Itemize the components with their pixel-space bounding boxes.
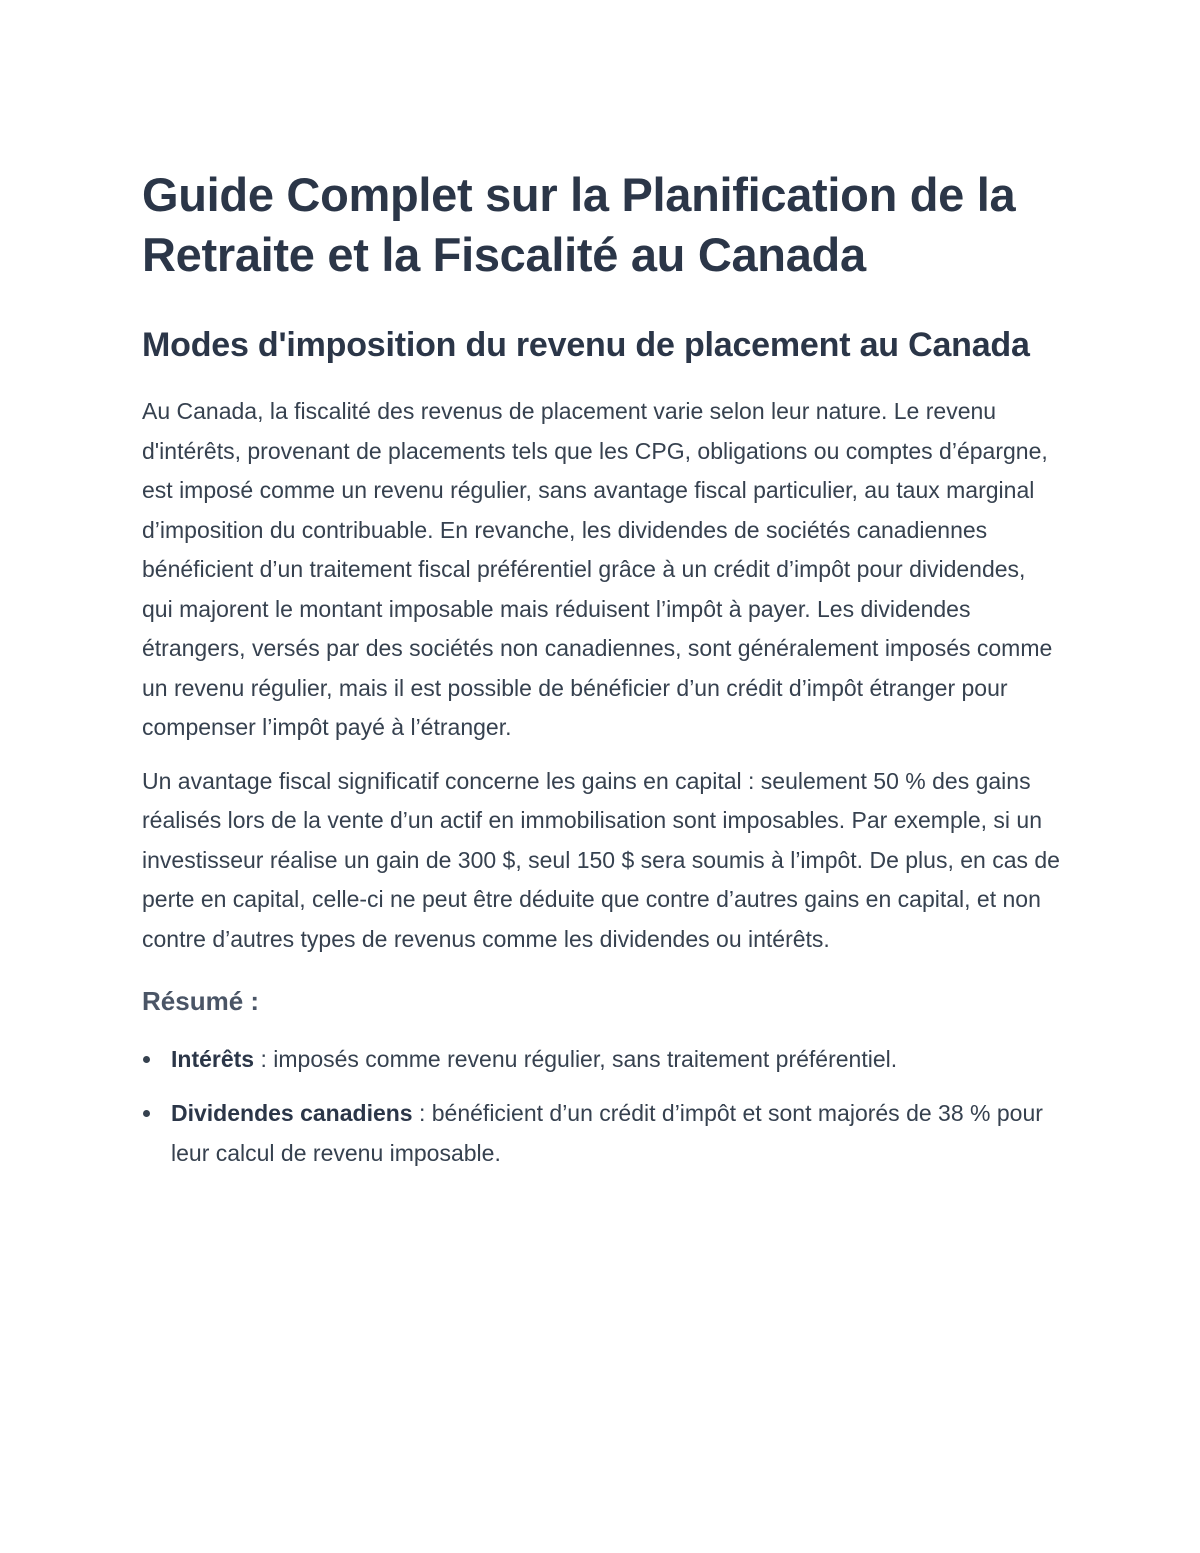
document-title: Guide Complet sur la Planification de la Retraite et la Fiscalité au Canada (142, 168, 1016, 281)
bullet-icon (143, 1110, 150, 1117)
summary-list (142, 1039, 1062, 1173)
list-item (142, 1039, 1062, 1079)
section-heading: Modes d'imposition du revenu de placement au Canada (142, 326, 1030, 364)
list-item (142, 1093, 1062, 1173)
summary-text: : bénéficient d’un crédit d’impôt et sont majorés de 38 % pour leur calcul de revenu imposable. (171, 1100, 1043, 1166)
summary-text: : imposés comme revenu régulier, sans traitement préférentiel. (254, 1046, 898, 1072)
paragraph-investment-income: Au Canada, la fiscalité des revenus de placement varie selon leur nature. Le revenu d'intérêts, provenant de placements tels que les CPG, obligations ou comptes d’épargne, est imposé comme un revenu régulier, sans avantage fiscal particulier, au taux marginal d’imposition du contribuable. En revanche, les dividendes de sociétés canadiennes bénéficient d’un traitement fiscal préférentiel grâce à un crédit d’impôt pour dividendes, qui majorent le montant imposable mais réduisent l’impôt à payer. Les dividendes étrangers, versés par des sociétés non canadiennes, sont généralement imposés comme un revenu régulier, mais il est possible de bénéficier d’un crédit d’impôt étranger pour compenser l’impôt payé à l’étranger. (142, 398, 1053, 740)
document-page (142, 165, 1062, 1187)
bullet-icon (143, 1056, 150, 1063)
summary-term: Dividendes canadiens (171, 1100, 413, 1126)
paragraph-capital-gains: Un avantage fiscal significatif concerne les gains en capital : seulement 50 % des gains réalisés lors de la vente d’un actif en immobilisation sont imposables. Par exemple, si un investisseur réalise un gain de 300 $, seul 150 $ sera soumis à l’impôt. De plus, en cas de perte en capital, celle-ci ne peut être déduite que contre d’autres gains en capital, et non contre d’autres types de revenus comme les dividendes ou intérêts. (142, 767, 1060, 952)
summary-term: Intérêts (171, 1046, 255, 1072)
summary-heading: Résumé : (142, 986, 260, 1016)
